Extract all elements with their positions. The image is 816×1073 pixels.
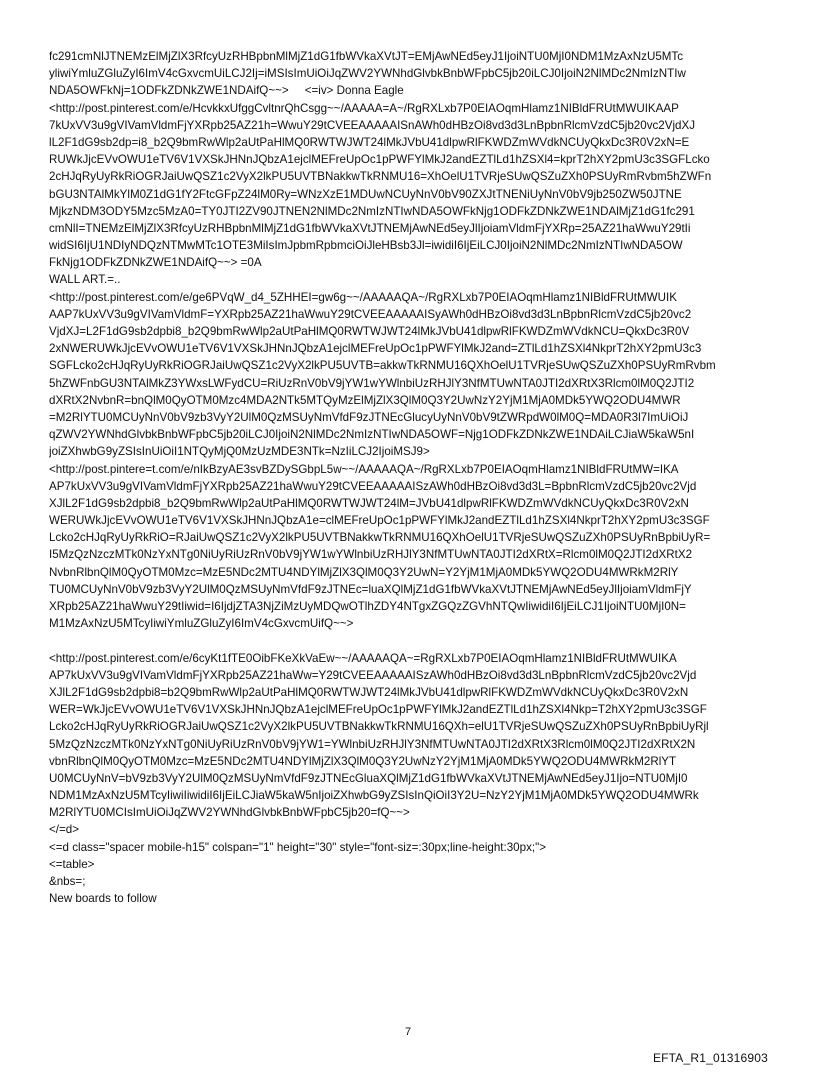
text-line: MjkzNDM3ODY5Mzc5MzA0=TY0JTI2ZV90JTNEN2NlMDc2NmIzNTIwNDA5OWFkNjg1ODFkZDNkZWE1NDAlMjZ1dG1fc291 [49, 204, 695, 218]
text-line: XJlL2F1dG9sb2dpbi8_b2Q9bmRwWlp2aUtPaHlMQ0RWTWJWT24lM=JVbU41dlpwRlFKWDZmWVdkNCUyQkxDc3R0V2xN [49, 496, 689, 510]
text-line: =M2RlYTU0MCUyNnV0bV9zb3VyY2UlM0QzMSUyNmVfdF9zJTNEcGlucyUyNnV0bV9tZWRpdW0lM0Q=MDA0R3l7ImUiOiJ [49, 410, 689, 424]
blank-line [49, 632, 771, 649]
text-line: 5hZWFnbGU3NTAlMkZ3YWxsLWFydCU=RiUzRnV0bV9jYW1wYWlnbiUzRHJlY3NfMTUwNTA0JTI2dXRtX3Rlcm0lM0Q2JTI2 [49, 376, 695, 390]
text-line: <http://post.pinterest.com/e/ge6PVqW_d4_5ZHHEI=gw6g~~/AAAAAQA~/RgRXLxb7P0EIAOqmHlamz1NIBldFRUtMWUIK [49, 290, 677, 304]
text-line: WER=WkJjcEVvOWU1eTV6V1VXSkJHNnJQbzA1ejclMEFreUpOc1pPWFYlMkJ2andEZTlLd1hZSXl4Nkp=T2hXY2pmU3c3SGF [49, 703, 707, 717]
text-line: vbnRlbnQlM0QyOTM0Mzc=MzE5NDc2MTU4NDYlMjZlX3QlM0Q3Y2UwNzY2YjM1MjA0MDk5YWQ2ODU4MWRkM2RlYT [49, 754, 677, 768]
text-line: AP7kUxVV3u9gVIVamVldmFjYXRpb25AZ21haWwuY29tCVEEAAAAAISzAWh0dHBzOi8vd3d3L=BpbnRlcmVzdC5jb20vc2Vjd [49, 479, 697, 493]
text-line: Lcko2cHJqRyUyRkRiO=RJaiUwQSZ1c2VyX2lkPU5UVTBNakkwTkRNMU16QXhOelU1TVRjeSUwQSZuZXh0PSUyRnBpbiUyR= [49, 531, 711, 545]
text-line: AAP7kUxVV3u9gVIVamVldmF=YXRpb25AZ21haWwuY29tCVEEAAAAAISyAWh0dHBzOi8vd3d3LnBpbnRlcmVzdC5jb20vc2 [49, 307, 692, 321]
text-line: NDM1MzAxNzU5MTcyIiwiIiwidiI6IjEiLCJiaW5kaW5nIjoiZXhwbG9yZSIsInQiOiI3Y2U=NzY2YjM1MjA0MDk5YWQ2ODU4MWRk [49, 789, 699, 803]
document-body [49, 48, 771, 925]
text-line: bGU3NTAlMkYlM0Z1dG1fY2FtcGFpZ24lM0Ry=WNzXzE1MDUwNCUyNnV0bV90ZXJtTNENiUyNnV0bV9jb250ZW50JTNE [49, 187, 682, 201]
text-line: widSI6IjU1NDIyNDQzNTMwMTc1OTE3MiIsImJpbmRpbmciOiJleHBsb3Jl=iwidiI6IjEiLCJ0IjoiN2NlMDc2NmIzNTIwNDA5OW [49, 239, 683, 253]
text-line: cmNlI=TNEMzElMjZlX3RfcyUzRHBpbnMlMjZ1dG1fbWVkaXVtJTNEMjAwNEd5eyJlIjoiamVldmFjYXRp=25AZ21haWwuY29tIi [49, 221, 691, 235]
text-line: TU0MCUyNnV0bV9zb3VyY2UlM0QzMSUyNmVfdF9zJTNEc=luaXQlMjZ1dG1fbWVkaXVtJTNEMjAwNEd5eyJlIjoiamVldmFjY [49, 582, 692, 596]
text-line: 2xNWERUWkJjcEVvOWU1eTV6V1VXSkJHNnJQbzA1ejclMEFreUpOc1pPWFYlMkJ2and=ZTlLd1hZSXl4NkprT2hXY2pmU3c3 [49, 342, 702, 356]
text-line: qZWV2YWNhdGlvbkBnbWFpbC5jb20iLCJ0IjoiN2NlMDc2NmIzNTIwNDA5OWF=Njg1ODFkZDNkZWE1NDAiLCJiaW5kaW5nI [49, 428, 695, 442]
text-line: <http://post.pintere=t.com/e/nIkBzyAE3svBZDySGbpL5w~~/AAAAAQA~/RgRXLxb7P0EIAOqmHlamz1NIBldFRUtMW=IKA [49, 462, 679, 476]
text-line: <http://post.pinterest.com/e/HcvkkxUfggCvltnrQhCsgg~~/AAAAA=A~/RgRXLxb7P0EIAOqmHlamz1NIBldFRUtMWUIKAAP [49, 101, 679, 115]
text-line: yliwiYmluZGluZyI6ImV4cGxvcmUiLCJ2Ij=iMSIsImUiOiJqZWV2YWNhdGlvbkBnbWFpbC5jb20iLCJ0IjoiN2NlMDc2NmIzNTIw [49, 67, 686, 81]
text-line: FkNjg1ODFkZDNkZWE1NDAifQ~~> =0A [49, 256, 262, 270]
text-line: 2cHJqRyUyRkRiOGRJaiUwQSZ1c2VyX2lkPU5UVTBNakkwTkRNMU16=XhOelU1TVRjeSUwQSZuZXh0PSUyRmRvbm5hZWFn [49, 170, 712, 184]
text-line: NvbnRlbnQlM0QyOTM0Mzc=MzE5NDc2MTU4NDYlMjZlX3QlM0Q3Y2UwN=Y2YjM1MjA0MDk5YWQ2ODU4MWRkM2RlY [49, 565, 679, 579]
text-line: XJlL2F1dG9sb2dpbi8=b2Q9bmRwWlp2aUtPaHlMQ0RWTWJWT24lMkJVbU41dlpwRlFKWDZmWVdkNCUyQkxDc3R0V2xN [49, 685, 689, 699]
text-line [49, 907, 771, 924]
text-line: VjdXJ=L2F1dG9sb2dpbi8_b2Q9bmRwWlp2aUtPaHlMQ0RWTWJWT24lMkJVbU41dlpwRlFKWDZmWVdkNCU=QkxDc3R0V [49, 325, 690, 338]
text-line: AP7kUxVV3u9gVIVamVldmFjYXRpb25AZ21haWw=Y29tCVEEAAAAAISzAWh0dHBzOi8vd3d3LnBpbnRlcmVzdC5jb20vc2Vjd [49, 668, 697, 682]
text-line: XRpb25AZ21haWwuY29tIiwid=I6IjdjZTA3NjZiMzUyMDQwOTlhZDY4NTgxZGQzZGVhNTQwIiwidiI6IjEiLCJ1IjoiNTU0MjI0N= [49, 600, 686, 613]
text-line: Lcko2cHJqRyUyRkRiOGRJaiUwQSZ1c2VyX2lkPU5UVTBNakkwTkRNMU16QXh=elU1TVRjeSUwQSZuZXh0PSUyRnBpbiUyRjl [49, 720, 709, 734]
text-line: lL2F1dG9sb2dp=i8_b2Q9bmRwWlp2aUtPaHlMQ0RWTWJWT24lMkJVbU41dlpwRlFKWDZmWVdkNCUyQkxDc3R0V2xN=E [49, 135, 690, 149]
text-line: WERUWkJjcEVvOWU1eTV6V1VXSkJHNnJQbzA1e=clMEFreUpOc1pPWFYlMkJ2andEZTlLd1hZSXl4NkprT2hXY2pmU3c3SGF [49, 514, 710, 528]
text-line: M2RlYTU0MCIsImUiOiJqZWV2YWNhdGlvbkBnbWFpbC5jb20=fQ~~> [49, 806, 410, 820]
text-line: <=table> [49, 857, 95, 871]
text-line: WALL ART.=.. [49, 273, 121, 287]
text-line: SGFLcko2cHJqRyUyRkRiOGRJaiUwQSZ1c2VyX2lkPU5UVTB=akkwTkRNMU16QXhOelU1TVRjeSUwQSZuZXh0PSUyRmRvbm [49, 359, 716, 373]
blank-line: New boards to follow [49, 892, 157, 906]
text-line: dXRtX2NvbnR=bnQlM0QyOTM0Mzc4MDA2NTk5MTQyMzElMjZlX3QlM0Q3Y2UwNzY2YjM1MjA0MDk5YWQ2ODU4MWR [49, 393, 681, 407]
text-line: RUWkJjcEVvOWU1eTV6V1VXSkJHNnJQbzA1ejclMEFreUpOc1pPWFYlMkJ2andEZTlLd1hZSXl4=kprT2hXY2pmU3c3SGFLcko [49, 153, 710, 167]
text-line: M1MzAxNzU5MTcyIiwiYmluZGluZyI6ImV4cGxvcmUifQ~~> [49, 617, 354, 631]
text-line: </=d> [49, 823, 79, 837]
text-line: I5MzQzNzczMTk0NzYxNTg0NiUyRiUzRnV0bV9jYW1wYWlnbiUzRHJlY3NfMTUwNTA0JTI2dXRtX=Rlcm0lM0Q2JTI2dXRtX2 [49, 548, 693, 562]
document-id-footer: EFTA_R1_01316903 [652, 1051, 768, 1065]
text-line: joiZXhwbG9yZSIsInUiOiI1NTQyMjQ0MzUzMDE3NTk=NzIiLCJ2IjoiMSJ9> [49, 445, 430, 459]
text-line: <=d class="spacer mobile-h15" colspan="1" height="30" style="font-siz=:30px;line-height:30px;"> [49, 840, 546, 854]
text-line: 7kUxVV3u9gVIVamVldmFjYXRpb25AZ21h=WwuY29tCVEEAAAAAISnAWh0dHBzOi8vd3d3LnBpbnRlcmVzdC5jb20vc2VjdXJ [49, 118, 696, 132]
text-line: <http://post.pinterest.com/e/6cyKt1fTE0OibFKeXkVaEw~~/AAAAAQA~=RgRXLxb7P0EIAOqmHlamz1NIBldFRUtMWUIKA [49, 651, 677, 665]
text-line: fc291cmNlJTNEMzElMjZlX3RfcyUzRHBpbnMlMjZ1dG1fbWVkaXVtJT=EMjAwNEd5eyJ1IjoiNTU0MjI0NDM1MzAxNzU5MTc [49, 50, 684, 63]
text-line: NDA5OWFkNj=1ODFkZDNkZWE1NDAifQ~~> <=iv> Donna Eagle [49, 84, 404, 98]
text-line: U0MCUyNnV=bV9zb3VyY2UlM0QzMSUyNmVfdF9zJTNEcGluaXQlMjZ1dG1fbWVkaXVtJTNEMjAwNEd5eyJ1Ijo=NTU0MjI0 [49, 771, 688, 785]
text-line: &nbs=; [49, 875, 86, 888]
page-number: 7 [404, 1026, 412, 1038]
text-line: 5MzQzNzczMTk0NzYxNTg0NiUyRiUzRnV0bV9jYW1=YWlnbiUzRHJlY3NfMTUwNTA0JTI2dXRtX3Rlcm0lM0Q2JTI2dXRtX2N [49, 737, 696, 751]
